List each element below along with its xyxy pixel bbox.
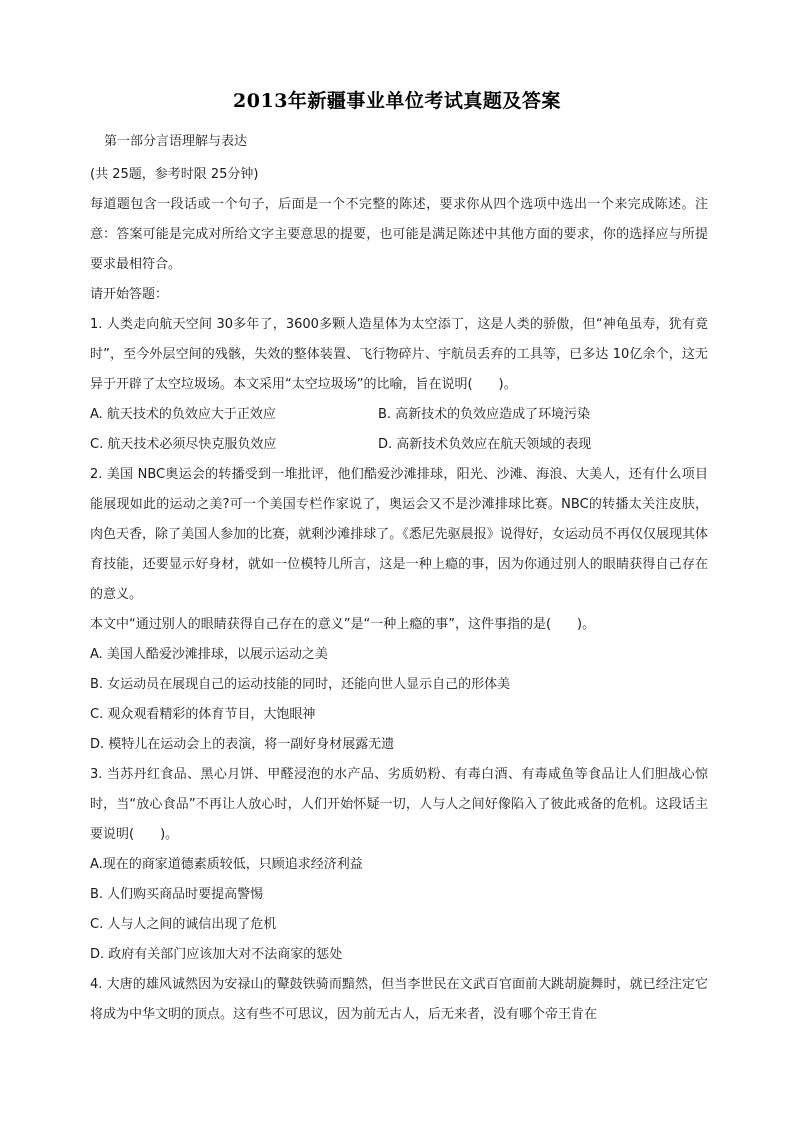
question-2-question: 本文中“通过别人的眼睛获得自己存在的意义”是“一种上瘾的事”，这件事指的是( )。: [90, 617, 596, 632]
question-2-option-c: C. 观众观看精彩的体育节目，大饱眼神: [90, 707, 316, 722]
question-2-stem: 2. 美国 NBC奥运会的转播受到一堆批评，他们酷爱沙滩排球，阳光、沙滩、海浪、大美人，还有什么项目能展现如此的运动之美?可一个美国专栏作家说了，奥运会又不是沙滩排球比赛。NBC的转播太关注皮肤，肉色天香，除了美国人参加的比赛，就剩沙滩排球了。《悉尼先驱晨报》说得好，女运动员不再仅仅展现其体育技能，还要显示好身材，就如一位模特儿所言，这是一种上瘾的事，因为你通过别人的眼睛获得自己存在的意义。: [90, 467, 708, 602]
section-note: (共 25题，参考时限 25分钟): [90, 167, 259, 182]
question-3-option-b: B. 人们购买商品时要提高警惕: [90, 887, 264, 902]
question-1-options-row-2: [90, 430, 708, 460]
document-title: 2013年新疆事业单位考试真题及答案: [233, 90, 561, 112]
question-4-stem: 4. 大唐的雄风诚然因为安禄山的鼙鼓铁骑而黯然，但当李世民在文武百官面前大跳胡旋舞时，就已经注定它将成为中华文明的顶点。这有些不可思议，因为前无古人，后无来者，没有哪个帝王肯在: [90, 977, 708, 1022]
question-1-option-a: A. 航天技术的负效应大于正效应: [90, 407, 276, 422]
question-3-option-a: A.现在的商家道德素质较低，只顾追求经济利益: [90, 857, 363, 872]
section-heading: 第一部分言语理解与表达: [104, 134, 248, 149]
start-prompt: 请开始答题：: [90, 287, 169, 302]
question-3-option-d: D. 政府有关部门应该加大对不法商家的惩处: [90, 947, 343, 962]
question-3-stem: 3. 当苏丹红食品、黑心月饼、甲醛浸泡的水产品、劣质奶粉、有毒白酒、有毒咸鱼等食品让人们胆战心惊时，当“放心食品”不再让人放心时，人们开始怀疑一切，人与人之间好像陷入了彼此戒备的危机。这段话主要说明( )。: [90, 767, 708, 842]
question-2-option-a: A. 美国人酷爱沙滩排球，以展示运动之美: [90, 647, 328, 662]
document-body: [90, 160, 708, 1030]
question-3-option-c: C. 人与人之间的诚信出现了危机: [90, 917, 277, 932]
question-1-option-c: C. 航天技术必须尽快克服负效应: [90, 437, 277, 452]
question-2-option-d: D. 模特儿在运动会上的表演，将一副好身材展露无遗: [90, 737, 395, 752]
question-1-stem: 1. 人类走向航天空间 30多年了，3600多颗人造星体为太空添丁，这是人类的骄傲，但“神龟虽寿，犹有竟时”，至今外层空间的残骸，失效的整体装置、飞行物碎片、宇航员丢弃的工具等，已多达 10亿余个，这无异于开辟了太空垃圾场。本文采用“太空垃圾场”的比喻，旨在说明( )。: [90, 317, 708, 392]
question-1-option-b: B. 高新技术的负效应造成了环境污染: [378, 407, 591, 422]
question-1-options-row-1: [90, 400, 708, 430]
question-1-option-d: D. 高新技术负效应在航天领域的表现: [378, 437, 592, 452]
instructions-paragraph: 每道题包含一段话或一个句子，后面是一个不完整的陈述，要求你从四个选项中选出一个来完成陈述。注意：答案可能是完成对所给文字主要意思的提要，也可能是满足陈述中其他方面的要求，你的选择应与所提要求最相符合。: [90, 197, 708, 272]
question-2-option-b: B. 女运动员在展现自己的运动技能的同时，还能向世人显示自己的形体美: [90, 677, 511, 692]
